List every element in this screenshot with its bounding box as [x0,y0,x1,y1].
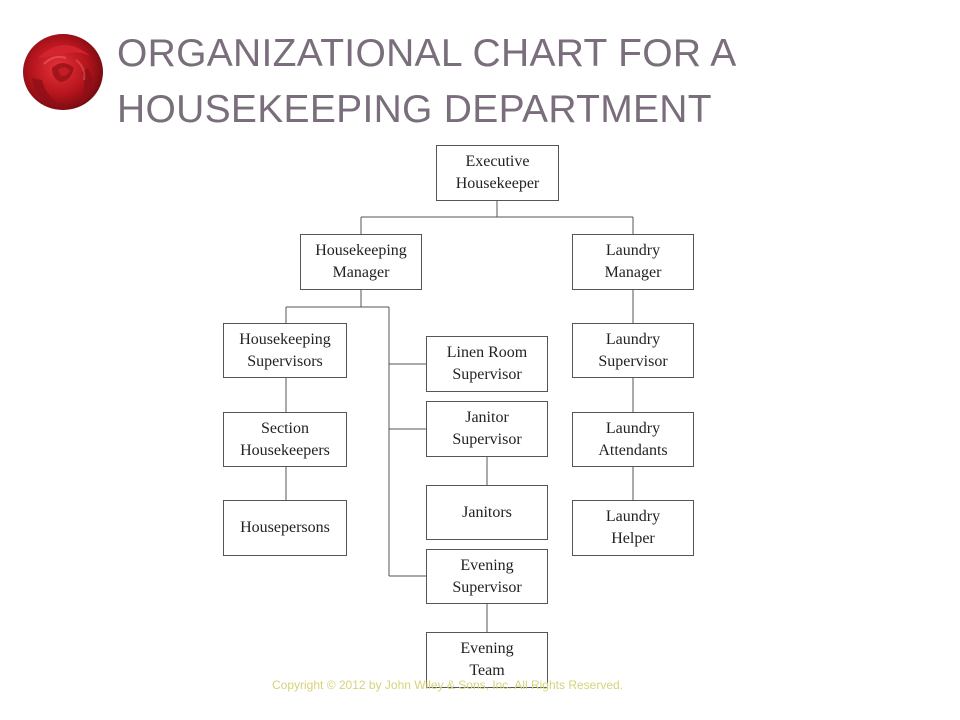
section-housekeepers-box: Section Housekeepers [223,412,347,467]
housekeeping-supervisors-box: Housekeeping Supervisors [223,323,347,378]
slide-title-line-2: HOUSEKEEPING DEPARTMENT [117,88,712,131]
housepersons-box: Housepersons [223,500,347,556]
evening-supervisor-box: Evening Supervisor [426,549,548,604]
copyright-notice: Copyright © 2012 by John Wiley & Sons, Inc. All Rights Reserved. [272,678,624,692]
janitors-box: Janitors [426,485,548,540]
laundry-attendants-box: Laundry Attendants [572,412,694,467]
executive-housekeeper-box: Executive Housekeeper [436,145,559,201]
laundry-manager-box: Laundry Manager [572,234,694,290]
housekeeping-manager-box: Housekeeping Manager [300,234,422,290]
janitor-supervisor-box: Janitor Supervisor [426,401,548,457]
linen-room-supervisor-box: Linen Room Supervisor [426,336,548,392]
laundry-helper-box: Laundry Helper [572,500,694,556]
laundry-supervisor-box: Laundry Supervisor [572,323,694,378]
slide-title-line-1: ORGANIZATIONAL CHART FOR A [117,32,737,75]
evening-team-box: Evening Team [426,632,548,688]
